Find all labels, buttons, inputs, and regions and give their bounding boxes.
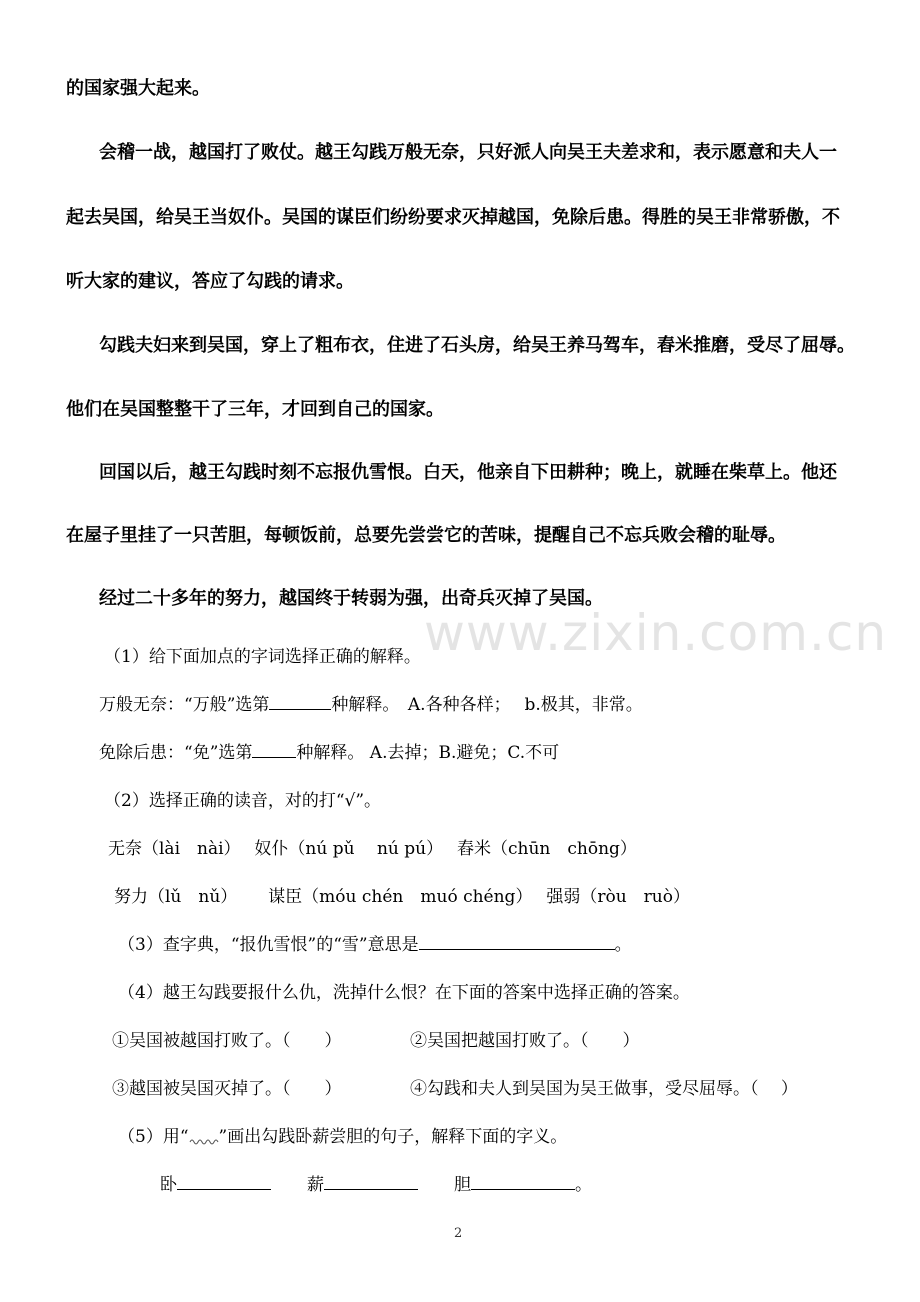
question-3 [118,930,632,955]
question-text: 。 [614,935,632,955]
question-text: 种解释。 A.去掉；B.避免；C.不可 [296,743,560,763]
question-text: 免除后患：“免”选第 [99,743,253,763]
question-5 [118,1122,567,1147]
wavy-underline-icon [189,1137,219,1147]
question-text: 种解释。 A.各种各样； b.极其，非常。 [331,695,643,715]
answer-blank[interactable] [419,931,615,950]
word: 胆 [454,1175,471,1195]
pinyin-row: 无奈（lài nài） 奴仆（nú pǔ nú pú） 舂米（chūn chōng） [108,839,637,859]
passage-line: 的国家强大起来。 [66,78,210,99]
option-3: ③越国被吴国灭掉了。（ ） [112,1079,342,1099]
answer-blank[interactable] [269,691,331,710]
word: 薪 [307,1175,324,1195]
question-4-title: （4）越王勾践要报什么仇，洗掉什么恨？在下面的答案中选择正确的答案。 [118,983,690,1003]
question-1-title: （1）给下面加点的字词选择正确的解释。 [104,647,421,667]
option-4: ④勾践和夫人到吴国为吴王做事，受尽屈辱。（ ） [410,1079,798,1099]
question-text: ”画出勾践卧薪尝胆的句子，解释下面的字义。 [218,1127,568,1147]
answer-blank[interactable] [252,739,296,758]
passage-line: 在屋子里挂了一只苦胆，每顿饭前，总要先尝尝它的苦味，提醒自己不忘兵败会稽的耻辱。 [66,525,786,546]
answer-blank[interactable] [471,1171,575,1190]
page-number: 2 [454,1226,463,1241]
passage-line: 听大家的建议，答应了勾践的请求。 [66,271,354,292]
question-2-title: （2）选择正确的读音，对的打“√”。 [104,791,382,811]
option-1: ①吴国被越国打败了。（ ） [112,1031,342,1051]
watermark: www.zixin.com.cn [424,604,888,662]
word-explanation-row [160,1170,592,1195]
passage-line: 回国以后，越王勾践时刻不忘报仇雪恨。白天，他亲自下田耕种；晚上，就睡在柴草上。他还 [99,462,837,483]
answer-blank[interactable] [324,1171,418,1190]
passage-line: 他们在吴国整整干了三年，才回到自己的国家。 [66,399,444,420]
question-text: （3）查字典，“报仇雪恨”的“雪”意思是 [118,935,419,955]
answer-blank[interactable] [177,1171,271,1190]
question-text: （5）用“ [118,1127,189,1147]
word: 。 [575,1175,592,1195]
option-2: ②吴国把越国打败了。（ ） [410,1031,640,1051]
question-1b [99,738,559,763]
question-text: 万般无奈：“万般”选第 [99,695,270,715]
passage-line: 勾践夫妇来到吴国，穿上了粗布衣，住进了石头房，给吴王养马驾车，舂米推磨，受尽了屈辱。 [99,335,855,356]
word: 卧 [160,1175,177,1195]
passage-line: 起去吴国，给吴王当奴仆。吴国的谋臣们纷纷要求灭掉越国，免除后患。得胜的吴王非常骄傲，不 [66,207,840,228]
passage-line: 会稽一战，越国打了败仗。越王勾践万般无奈，只好派人向吴王夫差求和，表示愿意和夫人一 [99,142,837,163]
passage-line: 经过二十多年的努力，越国终于转弱为强，出奇兵灭掉了吴国。 [99,588,603,609]
question-1a [99,690,643,715]
pinyin-row: 努力（lǔ nǔ） 谋臣（móu chén muó chéng） 强弱（ròu ruò） [114,887,690,907]
